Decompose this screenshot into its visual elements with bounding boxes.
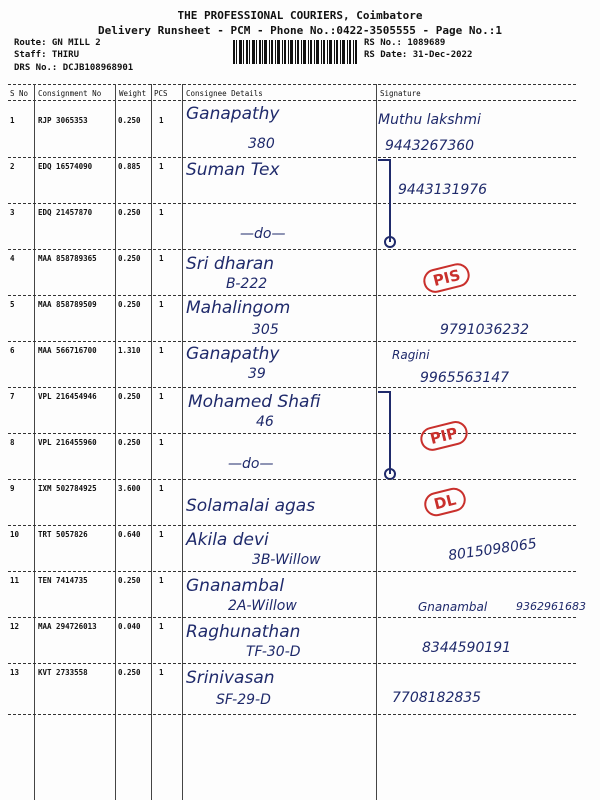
row-rule (8, 714, 576, 715)
ditto-mark: —do— (240, 226, 286, 242)
col-consignment: Consignment No (38, 89, 102, 98)
row-pcs: 1 (159, 530, 164, 539)
row-weight: 0.250 (118, 254, 141, 263)
row-pcs: 1 (159, 116, 164, 125)
consignee-name: Akila devi (186, 530, 269, 550)
signature-name: Ragini (392, 348, 430, 362)
signature-name: Gnanambal (418, 600, 488, 614)
consignee-name: Mohamed Shafi (188, 392, 321, 412)
consignee-name: Srinivasan (186, 668, 275, 688)
row-consignment: KVT 2733558 (38, 668, 88, 677)
row-weight: 0.250 (118, 392, 141, 401)
row-weight: 0.250 (118, 300, 141, 309)
signature-phone: 9791036232 (440, 322, 530, 338)
row-pcs: 1 (159, 438, 164, 447)
row-pcs: 1 (159, 346, 164, 355)
consignee-detail: 3B-Willow (252, 552, 321, 568)
row-weight: 0.640 (118, 530, 141, 539)
table-row (0, 158, 600, 204)
consignee-detail: 39 (248, 366, 266, 382)
table-row (0, 296, 600, 342)
brace-mark (370, 158, 410, 250)
row-pcs: 1 (159, 484, 164, 493)
row-sno: 9 (10, 484, 15, 493)
barcode (233, 40, 357, 64)
rs-number: RS No.: 1089689 (364, 38, 446, 48)
row-pcs: 1 (159, 162, 164, 171)
ditto-mark: —do— (228, 456, 274, 472)
row-sno: 7 (10, 392, 15, 401)
row-consignment: TEN 7414735 (38, 576, 88, 585)
row-weight: 3.600 (118, 484, 141, 493)
row-sno: 11 (10, 576, 20, 585)
consignee-name: Gnanambal (186, 576, 285, 596)
row-weight: 0.250 (118, 576, 141, 585)
row-consignment: RJP 3065353 (38, 116, 88, 125)
row-weight: 0.250 (118, 116, 141, 125)
consignee-name: Mahalingom (186, 298, 291, 318)
table-row (0, 618, 600, 664)
row-consignment: MAA 566716700 (38, 346, 97, 355)
row-pcs: 1 (159, 300, 164, 309)
row-weight: 0.250 (118, 668, 141, 677)
row-weight: 0.040 (118, 622, 141, 631)
row-sno: 13 (10, 668, 20, 677)
row-weight: 1.310 (118, 346, 141, 355)
signature-phone: 8015098065 (447, 535, 538, 565)
consignee-detail: 46 (256, 414, 274, 430)
consignee-name: Solamalai agas (186, 496, 316, 516)
signature-phone: 9965563147 (420, 370, 510, 386)
row-sno: 1 (10, 116, 15, 125)
row-weight: 0.885 (118, 162, 141, 171)
consignee-name: Ganapathy (186, 344, 280, 364)
row-consignment: MAA 858789509 (38, 300, 97, 309)
row-consignment: TRT 5057826 (38, 530, 88, 539)
rs-date: RS Date: 31-Dec-2022 (364, 50, 473, 60)
row-consignment: MAA 858789365 (38, 254, 97, 263)
row-sno: 10 (10, 530, 20, 539)
row-pcs: 1 (159, 668, 164, 677)
consignee-name: Suman Tex (186, 160, 280, 180)
table-row (0, 250, 600, 296)
row-pcs: 1 (159, 622, 164, 631)
row-sno: 4 (10, 254, 15, 263)
consignee-name: Raghunathan (186, 622, 301, 642)
row-pcs: 1 (159, 208, 164, 217)
table-row (0, 434, 600, 480)
staff-label: Staff: THIRU (14, 50, 80, 60)
route-label: Route: GN MILL 2 (14, 38, 101, 48)
row-sno: 5 (10, 300, 15, 309)
signature-phone: 9362961683 (516, 600, 586, 613)
row-sno: 12 (10, 622, 20, 631)
table-row (0, 204, 600, 250)
consignee-detail: 2A-Willow (228, 598, 297, 614)
table-row (0, 572, 600, 618)
signature-phone: 9443267360 (385, 138, 475, 154)
col-sno: S No (10, 89, 29, 98)
drs-number: DRS No.: DCJB108968901 (14, 63, 134, 73)
report-subtitle: Delivery Runsheet - PCM - Phone No.:0422-3505555 - Page No.:1 (98, 24, 502, 37)
table-row (0, 104, 600, 158)
header-rule-bottom (8, 100, 576, 101)
row-consignment: VPL 216454946 (38, 392, 97, 401)
row-consignment: IXM 502784925 (38, 484, 97, 493)
header-rule-top (8, 84, 576, 85)
col-signature: Signature (380, 89, 421, 98)
row-pcs: 1 (159, 576, 164, 585)
stamp-dl: DL (422, 485, 469, 518)
row-consignment: VPL 216455960 (38, 438, 97, 447)
table-row (0, 664, 600, 710)
signature-phone: 8344590191 (422, 640, 512, 656)
stamp-pis: PIS (421, 261, 473, 296)
row-consignment: EDQ 21457870 (38, 208, 93, 217)
row-sno: 6 (10, 346, 15, 355)
row-consignment: EDQ 16574090 (38, 162, 93, 171)
row-sno: 2 (10, 162, 15, 171)
table-row (0, 342, 600, 388)
consignee-detail: 380 (248, 136, 275, 152)
consignee-detail: 305 (252, 322, 279, 338)
col-weight: Weight (119, 89, 147, 98)
stamp-pip: PIP (418, 419, 470, 454)
row-sno: 3 (10, 208, 15, 217)
table-row (0, 480, 600, 526)
table-row (0, 526, 600, 572)
table-row (0, 388, 600, 434)
col-pcs: PCS (154, 89, 168, 98)
signature-name: Muthu lakshmi (378, 112, 481, 128)
row-sno: 8 (10, 438, 15, 447)
consignee-name: Sri dharan (186, 254, 275, 274)
consignee-name: Ganapathy (186, 104, 280, 124)
report-title: THE PROFESSIONAL COURIERS, Coimbatore (177, 9, 423, 22)
signature-phone: 7708182835 (392, 690, 482, 706)
row-weight: 0.250 (118, 208, 141, 217)
brace-mark (370, 390, 410, 482)
signature-phone: 9443131976 (398, 182, 488, 198)
row-consignment: MAA 294726013 (38, 622, 97, 631)
col-consignee: Consignee Details (186, 89, 263, 98)
consignee-detail: TF-30-D (246, 644, 301, 660)
row-pcs: 1 (159, 254, 164, 263)
row-pcs: 1 (159, 392, 164, 401)
consignee-detail: B-222 (226, 276, 268, 292)
row-weight: 0.250 (118, 438, 141, 447)
consignee-detail: SF-29-D (216, 692, 271, 708)
